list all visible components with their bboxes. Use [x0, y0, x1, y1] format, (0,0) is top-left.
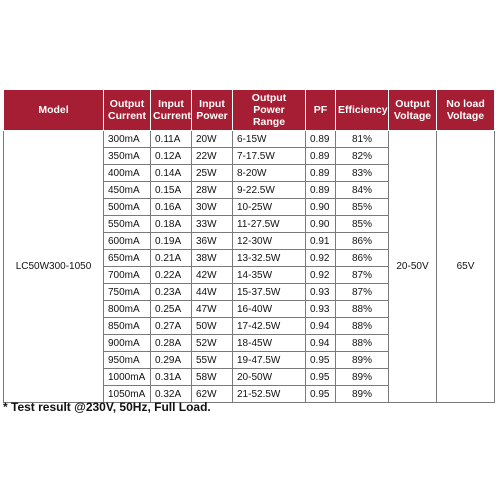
header-input-power — [192, 90, 233, 131]
cell-output-power-range: 20-50W — [233, 369, 306, 386]
cell-pf: 0.91 — [306, 233, 336, 250]
cell-input-current: 0.29A — [151, 352, 192, 369]
cell-input-power: 30W — [192, 199, 233, 216]
cell-output-current: 450mA — [104, 182, 151, 199]
cell-output-current: 950mA — [104, 352, 151, 369]
cell-efficiency: 86% — [336, 233, 389, 250]
header-efficiency-label: Efficiency — [338, 104, 388, 116]
cell-input-current: 0.11A — [151, 131, 192, 148]
cell-input-power: 38W — [192, 250, 233, 267]
cell-efficiency: 87% — [336, 284, 389, 301]
cell-output-power-range: 18-45W — [233, 335, 306, 352]
cell-input-current: 0.32A — [151, 386, 192, 403]
header-row — [4, 90, 495, 131]
table-body — [4, 131, 495, 403]
header-output-voltage-line2: Voltage — [393, 110, 432, 122]
cell-input-current: 0.18A — [151, 216, 192, 233]
cell-input-power: 25W — [192, 165, 233, 182]
cell-pf: 0.95 — [306, 386, 336, 403]
header-output-voltage-line1: Output — [395, 98, 430, 110]
cell-output-power-range: 13-32.5W — [233, 250, 306, 267]
cell-pf: 0.90 — [306, 216, 336, 233]
cell-output-power-range: 6-15W — [233, 131, 306, 148]
cell-output-power-range: 12-30W — [233, 233, 306, 250]
cell-efficiency: 81% — [336, 131, 389, 148]
cell-pf: 0.92 — [306, 250, 336, 267]
cell-input-current: 0.31A — [151, 369, 192, 386]
cell-input-power: 52W — [192, 335, 233, 352]
cell-pf: 0.94 — [306, 335, 336, 352]
cell-output-power-range: 11-27.5W — [233, 216, 306, 233]
cell-efficiency: 88% — [336, 301, 389, 318]
cell-efficiency: 82% — [336, 148, 389, 165]
header-input-current-line2: Current — [153, 110, 191, 122]
cell-input-current: 0.27A — [151, 318, 192, 335]
header-output-current — [104, 90, 151, 131]
cell-input-power: 58W — [192, 369, 233, 386]
cell-pf: 0.89 — [306, 131, 336, 148]
cell-input-current: 0.15A — [151, 182, 192, 199]
cell-output-current: 800mA — [104, 301, 151, 318]
cell-output-power-range: 9-22.5W — [233, 182, 306, 199]
cell-input-power: 20W — [192, 131, 233, 148]
model-cell: LC50W300-1050 — [4, 131, 104, 403]
table-row — [4, 131, 495, 148]
cell-efficiency: 85% — [336, 216, 389, 233]
spec-table — [3, 89, 495, 403]
header-output-voltage — [389, 90, 437, 131]
cell-output-current: 350mA — [104, 148, 151, 165]
header-input-power-line2: Power — [196, 110, 228, 122]
header-output-current-line1: Output — [109, 98, 145, 110]
cell-input-power: 50W — [192, 318, 233, 335]
cell-efficiency: 88% — [336, 318, 389, 335]
cell-output-current: 300mA — [104, 131, 151, 148]
header-output-current-line2: Current — [108, 110, 146, 122]
cell-efficiency: 89% — [336, 352, 389, 369]
header-pf — [306, 90, 336, 131]
cell-input-power: 62W — [192, 386, 233, 403]
cell-input-current: 0.12A — [151, 148, 192, 165]
cell-input-current: 0.21A — [151, 250, 192, 267]
cell-input-current: 0.25A — [151, 301, 192, 318]
cell-output-power-range: 14-35W — [233, 267, 306, 284]
header-model — [4, 90, 104, 131]
cell-input-current: 0.28A — [151, 335, 192, 352]
cell-input-current: 0.23A — [151, 284, 192, 301]
header-output-power-range-line1: Output Power — [251, 92, 287, 116]
cell-efficiency: 85% — [336, 199, 389, 216]
header-pf-label: PF — [313, 104, 328, 116]
cell-output-power-range: 10-25W — [233, 199, 306, 216]
cell-output-current: 650mA — [104, 250, 151, 267]
cell-efficiency: 86% — [336, 250, 389, 267]
header-output-power-range-line2: Range — [252, 116, 286, 128]
cell-output-power-range: 8-20W — [233, 165, 306, 182]
cell-efficiency: 89% — [336, 386, 389, 403]
cell-input-power: 47W — [192, 301, 233, 318]
cell-input-current: 0.16A — [151, 199, 192, 216]
header-efficiency — [336, 90, 389, 131]
cell-efficiency: 83% — [336, 165, 389, 182]
cell-pf: 0.94 — [306, 318, 336, 335]
cell-input-power: 44W — [192, 284, 233, 301]
cell-efficiency: 84% — [336, 182, 389, 199]
cell-output-current: 1000mA — [104, 369, 151, 386]
cell-output-power-range: 21-52.5W — [233, 386, 306, 403]
cell-output-current: 600mA — [104, 233, 151, 250]
cell-output-power-range: 16-40W — [233, 301, 306, 318]
cell-output-current: 550mA — [104, 216, 151, 233]
header-output-power-range — [233, 90, 306, 131]
no-load-voltage-cell: 65V — [437, 131, 495, 403]
cell-input-power: 55W — [192, 352, 233, 369]
cell-output-current: 400mA — [104, 165, 151, 182]
cell-input-current: 0.14A — [151, 165, 192, 182]
cell-output-power-range: 7-17.5W — [233, 148, 306, 165]
header-no-load-voltage-line1: No load — [446, 98, 485, 110]
cell-input-power: 42W — [192, 267, 233, 284]
cell-output-current: 500mA — [104, 199, 151, 216]
cell-output-power-range: 15-37.5W — [233, 284, 306, 301]
cell-input-power: 33W — [192, 216, 233, 233]
cell-input-power: 22W — [192, 148, 233, 165]
cell-pf: 0.89 — [306, 148, 336, 165]
cell-input-power: 36W — [192, 233, 233, 250]
cell-pf: 0.93 — [306, 301, 336, 318]
cell-output-power-range: 17-42.5W — [233, 318, 306, 335]
cell-pf: 0.90 — [306, 199, 336, 216]
cell-output-current: 900mA — [104, 335, 151, 352]
header-input-power-line1: Input — [199, 98, 225, 110]
header-model-label: Model — [38, 104, 69, 116]
cell-efficiency: 89% — [336, 369, 389, 386]
cell-pf: 0.89 — [306, 165, 336, 182]
cell-input-current: 0.22A — [151, 267, 192, 284]
cell-output-current: 700mA — [104, 267, 151, 284]
cell-pf: 0.93 — [306, 284, 336, 301]
cell-output-current: 750mA — [104, 284, 151, 301]
cell-pf: 0.89 — [306, 182, 336, 199]
footnote: * Test result @230V, 50Hz, Full Load. — [3, 400, 211, 414]
cell-efficiency: 87% — [336, 267, 389, 284]
header-no-load-voltage — [437, 90, 495, 131]
header-input-current — [151, 90, 192, 131]
output-voltage-cell: 20-50V — [389, 131, 437, 403]
cell-output-current: 1050mA — [104, 386, 151, 403]
cell-output-current: 850mA — [104, 318, 151, 335]
header-input-current-line1: Input — [158, 98, 184, 110]
header-no-load-voltage-line2: Voltage — [446, 110, 485, 122]
cell-pf: 0.92 — [306, 267, 336, 284]
cell-efficiency: 88% — [336, 335, 389, 352]
cell-pf: 0.95 — [306, 352, 336, 369]
cell-input-current: 0.19A — [151, 233, 192, 250]
cell-input-power: 28W — [192, 182, 233, 199]
cell-pf: 0.95 — [306, 369, 336, 386]
cell-output-power-range: 19-47.5W — [233, 352, 306, 369]
